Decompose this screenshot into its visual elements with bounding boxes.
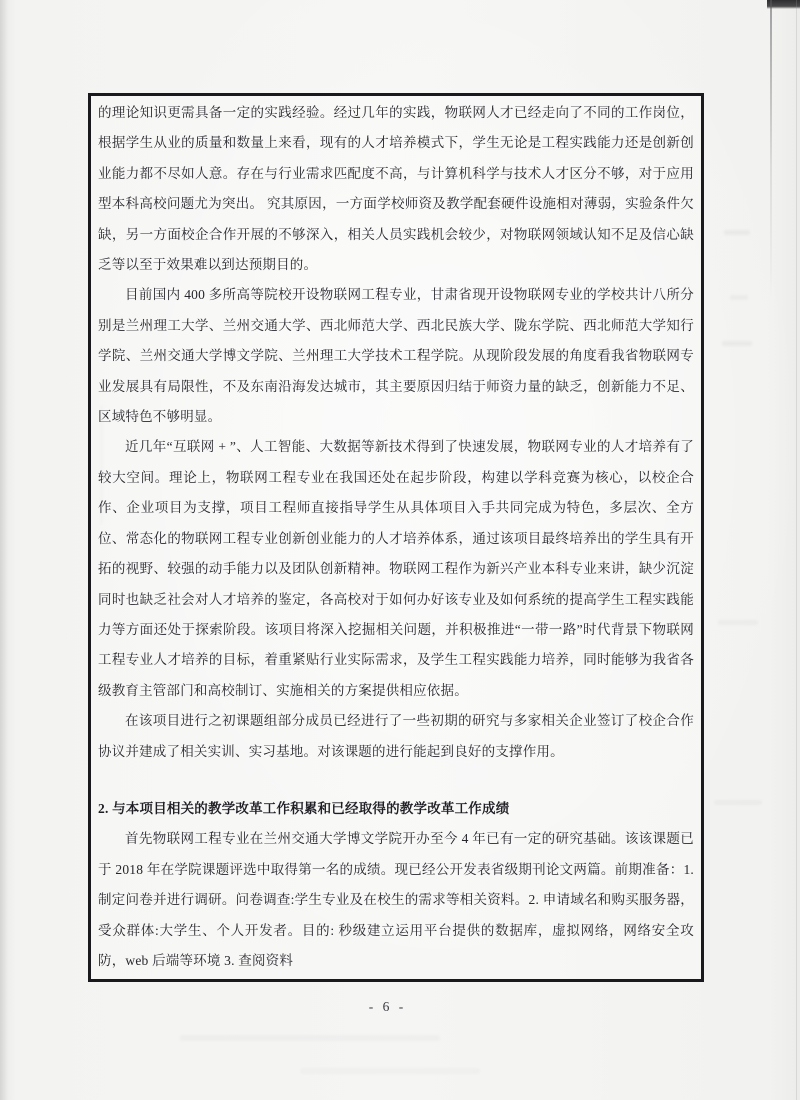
- scan-edge-artifact-right: [796, 0, 797, 1100]
- bleedthrough-artifact: [714, 800, 762, 805]
- text-frame: [88, 93, 704, 982]
- paragraph: 目前国内 400 多所高等院校开设物联网工程专业，甘肃省现开设物联网专业的学校共计八所分别是兰州理工大学、兰州交通大学、西北师范大学、西北民族大学、陇东学院、西北师范大学知行学院、兰州交通大学博文学院、兰州理工大学技术工程学院。从现阶段发展的角度看我省物联网专业发展具有局限性，不及东南沿海发达城市，其主要原因归结于师资力量的缺乏，创新能力不足、区域特色不够明显。: [98, 287, 694, 425]
- paragraph: 首先物联网工程专业在兰州交通大学博文学院开办至今 4 年已有一定的研究基础。该该课题已于 2018 年在学院课题评选中取得第一名的成绩。现已经公开发表省级期刊论文两篇。前期准备：1. 制定问卷并进行调研。问卷调查:学生专业及在校生的需求等相关资料。2. 申请域名和购买服务器，受众群体:大学生、个人开发者。目的: 秒级建立运用平台提供的数据库，虚拟网络，网络安全攻防，web 后端等环境 3. 查阅资料: [98, 831, 694, 968]
- page-number: - 6 -: [368, 999, 407, 1014]
- paragraph: 的理论知识更需具备一定的实践经验。经过几年的实践，物联网人才已经走向了不同的工作岗位，根据学生从业的质量和数量上来看，现有的人才培养模式下，学生无论是工程实践能力还是创新创业能力都不尽如人意。存在与行业需求匹配度不高，与计算机科学与技术人才区分不够，对于应用型本科高校问题尤为突出。 究其原因，一方面学校师资及教学配套硬件设施相对薄弱，实验条件欠缺，另一方面校企合作开展的不够深入，相关人员实践机会较少，对物联网领域认知不足及信心缺乏等以至于效果难以到达预期目的。: [98, 105, 694, 273]
- bleedthrough-artifact: [724, 230, 750, 235]
- section-heading: 2. 与本项目相关的教学改革工作积累和已经取得的教学改革工作成绩: [98, 800, 510, 816]
- bleedthrough-artifact: [722, 341, 752, 346]
- bleedthrough-artifact: [718, 620, 758, 625]
- scan-edge-artifact-right-top: [770, 0, 772, 300]
- bleedthrough-artifact: [730, 295, 748, 300]
- scan-edge-artifact-left: [0, 0, 8, 1100]
- bleedthrough-artifact: [300, 1068, 480, 1074]
- paragraph: 在该项目进行之初课题组部分成员已经进行了一些初期的研究与多家相关企业签订了校企合作协议并建成了相关实训、实习基地。对该课题的进行能起到良好的支撑作用。: [98, 713, 694, 759]
- document-body: [98, 98, 694, 976]
- paragraph: 近几年“互联网 + ”、人工智能、大数据等新技术得到了快速发展，物联网专业的人才培养有了较大空间。理论上，物联网工程专业在我国还处在起步阶段，构建以学科竞赛为核心，以校企合作、企业项目为支撑，项目工程师直接指导学生从具体项目入手共同完成为特色，多层次、全方位、常态化的物联网工程专业创新创业能力的人才培养体系，通过该项目最终培养出的学生具有开拓的视野、较强的动手能力以及团队创新精神。物联网工程作为新兴产业本科专业来讲，缺少沉淀同时也缺乏社会对人才培养的鉴定，各高校对于如何办好该专业及如何系统的提高学生工程实践能力等方面还处于探索阶段。该项目将深入挖掘相关问题，并积极推进“一带一路”时代背景下物联网工程专业人才培养的目标，着重紧贴行业实际需求，及学生工程实践能力培养，同时能够为我省各级教育主管部门和高校制订、实施相关的方案提供相应依据。: [98, 439, 694, 698]
- bleedthrough-artifact: [180, 1035, 440, 1041]
